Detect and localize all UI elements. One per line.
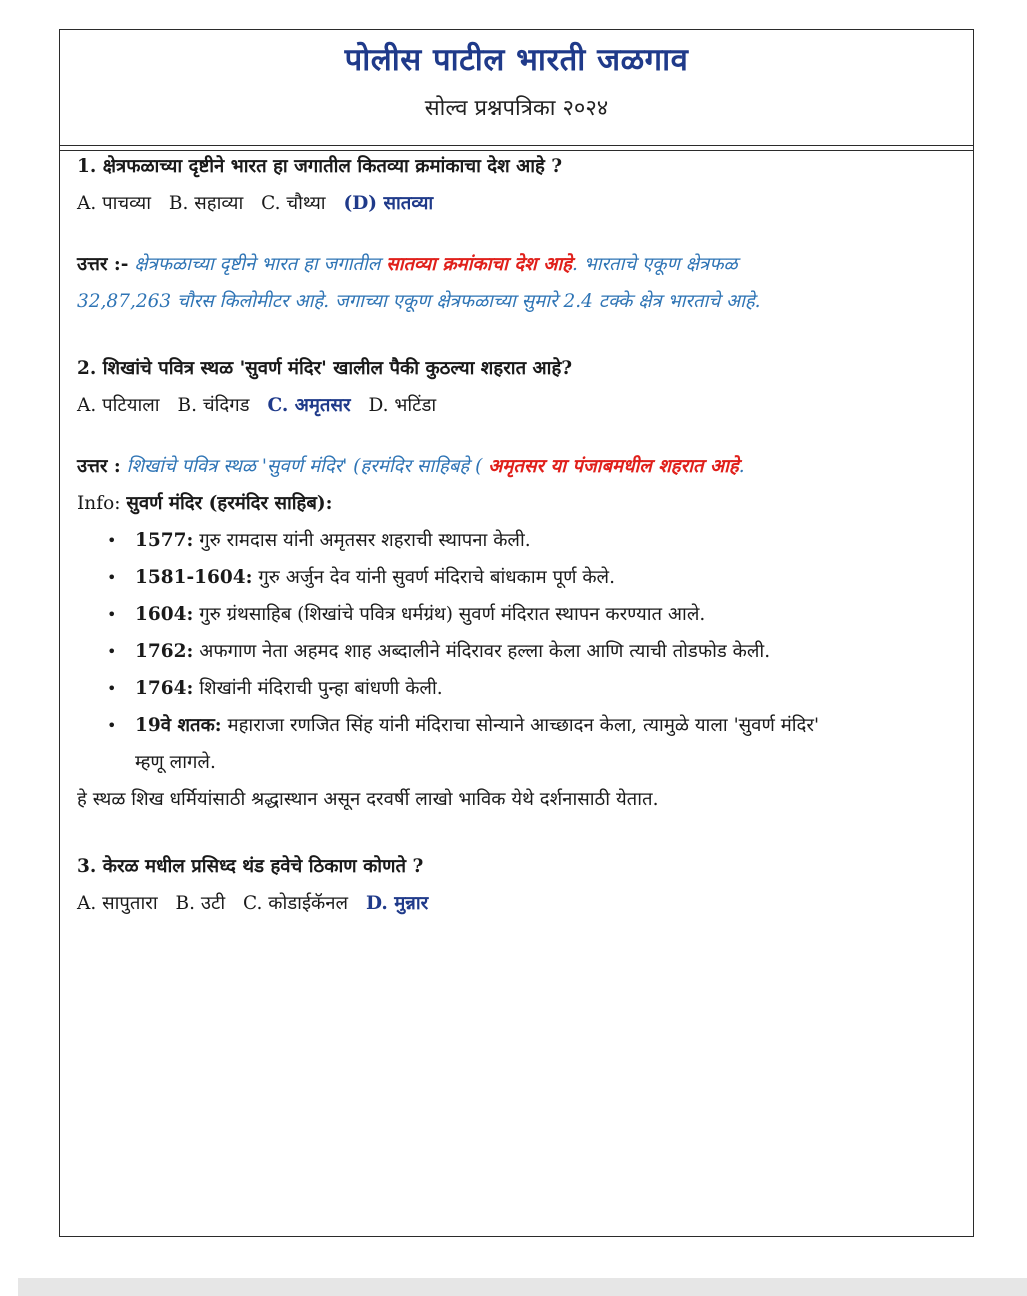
q2-correct-option: C. अमृतसर [267,395,351,416]
page-title: पोलीस पाटील भारती जळगाव [344,42,689,78]
timeline-year: 1577: [135,530,194,551]
timeline-item [135,633,837,670]
timeline-item [135,596,837,633]
timeline-text: गुरु अर्जुन देव यांनी सुवर्ण मंदिराचे बांधकाम पूर्ण केले. [252,567,615,588]
header-box [60,30,973,146]
timeline-item [135,707,837,781]
timeline-year: 1764: [135,678,194,699]
answer-2-label: उत्तर : [77,456,121,477]
question-2: 2. शिखांचे पवित्र स्थळ 'सुवर्ण मंदिर' खालील पैकी कुठल्या शहरात आहे? [77,358,573,379]
q1-option-c: C. चौथ्या [261,193,326,214]
question-2-options [77,387,837,424]
question-1: 1. क्षेत्रफळाच्या दृष्टीने भारत हा जगातील कितव्या क्रमांकाचा देश आहे ? [77,156,563,177]
timeline-text: शिखांनी मंदिराची पुन्हा बांधणी केली. [193,678,443,699]
question-1-options [77,185,837,222]
q1-option-b: B. सहाव्या [168,193,244,214]
info-closing: हे स्थळ शिख धर्मियांसाठी श्रद्धास्थान असून दरवर्षी लाखो भाविक येथे दर्शनासाठी येतात. [77,789,659,810]
q3-option-b: B. उटी [175,893,226,914]
timeline-text: गुरु ग्रंथसाहिब (शिखांचे पवित्र धर्मग्रंथ) सुवर्ण मंदिरात स्थापन करण्यात आले. [193,604,706,625]
q3-correct-option: D. मुन्नार [365,893,429,914]
timeline-year: 19वे शतक: [135,715,222,736]
page-subtitle: सोल्व प्रश्नपत्रिका २०२४ [424,96,609,121]
answer-2 [77,448,837,485]
page-shadow [18,1278,1027,1296]
answer-1-text-end: . भारताचे एकूण क्षेत्रफळ 32,87,263 चौरस किलोमीटर आहे. जगाच्या एकूण क्षेत्रफळाच्या सुमारे 2.4 टक्के क्षेत्र भारताचे आहे. [77,254,761,312]
answer-1-text-start: क्षेत्रफळाच्या दृष्टीने भारत हा जगातील [128,254,387,275]
document-content [77,148,837,922]
timeline-year: 1604: [135,604,194,625]
answer-2-highlight: अमृतसर या पंजाबमधील शहरात आहे [488,456,739,477]
timeline-item [135,522,837,559]
answer-2-text-end: . [738,456,745,477]
answer-1-highlight: सातव्या क्रमांकाचा देश आहे [386,254,572,275]
info-heading: सुवर्ण मंदिर (हरमंदिर साहिब): [126,493,333,514]
q3-option-c: C. कोडाईकॅनल [243,893,349,914]
timeline-year: 1762: [135,641,194,662]
question-3-options [77,885,837,922]
answer-1-label: उत्तर :- [77,254,129,275]
timeline-text: महाराजा रणजित सिंह यांनी मंदिराचा सोन्याने आच्छादन केला, त्यामुळे याला 'सुवर्ण मंदिर' म्हणू लागले. [135,715,820,773]
info-heading-line [77,485,837,522]
history-timeline [77,522,837,781]
q2-option-b: B. चंदिगड [177,395,250,416]
question-3: 3. केरळ मधील प्रसिध्द थंड हवेचे ठिकाण कोणते ? [77,856,424,877]
info-prefix: Info: [77,493,127,514]
answer-1 [77,246,837,320]
q2-option-d: D. भटिंडा [368,395,437,416]
spacer [77,320,837,350]
answer-2-text-start: शिखांचे पवित्र स्थळ 'सुवर्ण मंदिर' (हरमंदिर साहिबहे ( [120,456,489,477]
spacer [77,818,837,848]
q3-option-a: A. सापुतारा [77,893,158,914]
q2-option-a: A. पटियाला [77,395,160,416]
timeline-item [135,670,837,707]
q1-correct-option: (D) सातव्या [343,193,434,214]
q1-option-a: A. पाचव्या [77,193,152,214]
timeline-text: गुरु रामदास यांनी अमृतसर शहराची स्थापना केली. [193,530,531,551]
timeline-year: 1581-1604: [135,567,253,588]
timeline-text: अफगाण नेता अहमद शाह अब्दालीने मंदिरावर हल्ला केला आणि त्याची तोडफोड केली. [193,641,771,662]
timeline-item [135,559,837,596]
